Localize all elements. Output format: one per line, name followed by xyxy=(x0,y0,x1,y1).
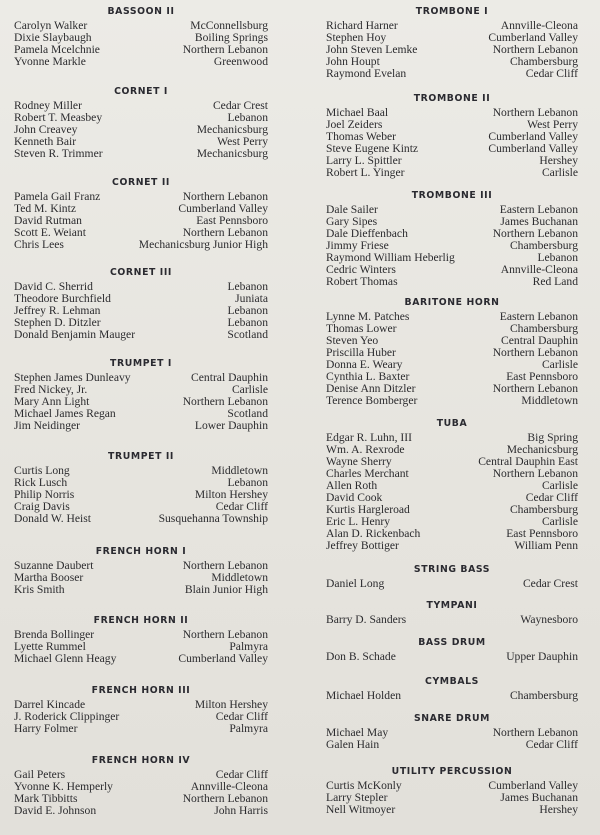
section-heading: CORNET II xyxy=(112,177,170,188)
member-name: Martha Booser xyxy=(14,571,84,585)
member-school: Northern Lebanon xyxy=(182,226,268,240)
member-school: Carlisle xyxy=(541,166,578,180)
member-name: J. Roderick Clippinger xyxy=(14,710,120,724)
member-school: Northern Lebanon xyxy=(182,190,268,203)
member-school: James Buchanan xyxy=(500,791,578,805)
section-french-horn-iv xyxy=(14,754,268,817)
member-name: Yvonne K. Hemperly xyxy=(14,780,113,794)
member-name: Joel Zeiders xyxy=(326,118,383,132)
member-name: Harry Folmer xyxy=(14,722,78,736)
member-school: Blain Junior High xyxy=(184,583,268,597)
section-tympani xyxy=(326,599,578,626)
member-name: Nell Witmoyer xyxy=(326,803,396,817)
member-school: Chambersburg xyxy=(509,503,578,517)
member-name: Curtis McKonly xyxy=(326,779,402,792)
member-school: Middletown xyxy=(211,464,268,477)
member-school: Mechanicsburg xyxy=(196,147,268,161)
member-school: Greenwood xyxy=(213,55,268,69)
section-tuba xyxy=(326,417,578,552)
member-name: Robert L. Yinger xyxy=(326,166,405,180)
member-school: Middletown xyxy=(211,571,268,585)
member-row xyxy=(14,653,268,665)
section-baritone-horn xyxy=(326,296,578,407)
member-name: Donald Benjamin Mauger xyxy=(14,328,136,342)
member-row xyxy=(326,651,578,663)
section-cornet-ii xyxy=(14,176,268,251)
member-row xyxy=(326,167,578,179)
member-school: Annville-Cleona xyxy=(500,263,578,277)
member-school: Cedar Cliff xyxy=(215,710,268,724)
member-name: Lyette Rummel xyxy=(14,640,86,654)
section-heading: TROMBONE III xyxy=(411,190,493,201)
member-school: Upper Dauphin xyxy=(506,650,578,663)
member-row xyxy=(326,578,578,590)
member-name: Terence Bomberger xyxy=(326,394,418,408)
member-school: Carlisle xyxy=(541,479,578,493)
section-cornet-i xyxy=(14,85,268,160)
section-french-horn-i xyxy=(14,545,268,596)
member-school: Milton Hershey xyxy=(194,488,268,502)
member-name: Jeffrey Bottiger xyxy=(326,539,399,553)
member-school: Middletown xyxy=(521,394,578,408)
member-school: Cumberland Valley xyxy=(178,652,268,666)
member-school: Lebanon xyxy=(227,111,268,125)
member-school: Carlisle xyxy=(231,383,268,397)
member-name: Eric L. Henry xyxy=(326,515,391,529)
member-name: Don B. Schade xyxy=(326,650,396,663)
member-school: Cumberland Valley xyxy=(488,31,578,45)
member-name: Michael Glenn Heagy xyxy=(14,652,117,666)
member-school: Big Spring xyxy=(527,431,578,444)
member-name: John Creavey xyxy=(14,123,78,137)
member-name: Richard Harner xyxy=(326,19,398,32)
member-school: Lebanon xyxy=(227,280,268,293)
member-school: Hershey xyxy=(539,803,578,817)
section-trombone-iii xyxy=(326,189,578,288)
member-name: Darrel Kincade xyxy=(14,698,86,711)
member-name: Larry Stepler xyxy=(326,791,388,805)
member-name: Larry L. Spittler xyxy=(326,154,402,168)
member-name: Edgar R. Luhn, III xyxy=(326,431,412,444)
member-school: Lower Dauphin xyxy=(194,419,268,433)
member-school: Northern Lebanon xyxy=(492,346,578,360)
member-school: Cedar Crest xyxy=(522,577,578,590)
member-name: Curtis Long xyxy=(14,464,70,477)
member-row xyxy=(326,540,578,552)
member-name: Steve Eugene Kintz xyxy=(326,142,419,156)
member-name: Robert T. Measbey xyxy=(14,111,103,125)
member-school: Cumberland Valley xyxy=(488,130,578,144)
member-row xyxy=(326,739,578,751)
member-school: East Pennsboro xyxy=(506,370,578,384)
member-school: West Perry xyxy=(217,135,268,149)
member-row xyxy=(326,690,578,702)
member-name: Rick Lusch xyxy=(14,476,68,490)
member-school: Cedar Cliff xyxy=(215,768,268,781)
section-heading: FRENCH HORN IV xyxy=(91,755,191,766)
member-name: Gail Peters xyxy=(14,768,66,781)
member-school: East Pennsboro xyxy=(506,527,578,541)
member-row xyxy=(326,804,578,816)
member-name: Steven R. Trimmer xyxy=(14,147,103,161)
member-school: Boiling Springs xyxy=(194,31,268,45)
member-name: Scott E. Weiant xyxy=(14,226,86,240)
member-name: Ted M. Kintz xyxy=(14,202,76,216)
section-heading: SNARE DRUM xyxy=(413,713,491,724)
member-school: Hershey xyxy=(539,154,578,168)
member-name: Kurtis Hargleroad xyxy=(326,503,410,517)
member-school: Juniata xyxy=(235,292,268,306)
member-school: Northern Lebanon xyxy=(492,726,578,739)
member-name: Steven Yeo xyxy=(326,334,379,348)
member-school: West Perry xyxy=(527,118,578,132)
member-name: Philip Norris xyxy=(14,488,75,502)
member-school: Central Dauphin East xyxy=(478,455,578,469)
member-name: Yvonne Markle xyxy=(14,55,86,69)
member-name: David C. Sherrid xyxy=(14,280,93,293)
member-name: Stephen James Dunleavy xyxy=(14,371,131,384)
member-school: Northern Lebanon xyxy=(492,106,578,119)
member-name: Michael May xyxy=(326,726,389,739)
section-snare-drum xyxy=(326,712,578,751)
member-name: Fred Nickey, Jr. xyxy=(14,383,88,397)
member-row xyxy=(14,584,268,596)
member-school: Chambersburg xyxy=(509,55,578,69)
member-name: Michael James Regan xyxy=(14,407,116,421)
member-name: Kris Smith xyxy=(14,583,65,597)
member-school: Central Dauphin xyxy=(191,371,268,384)
member-name: Dale Dieffenbach xyxy=(326,227,408,241)
member-school: Northern Lebanon xyxy=(492,43,578,57)
member-school: Northern Lebanon xyxy=(182,792,268,806)
member-name: Chris Lees xyxy=(14,238,64,252)
member-name: Theodore Burchfield xyxy=(14,292,111,306)
member-school: Northern Lebanon xyxy=(182,43,268,57)
section-heading: TRUMPET I xyxy=(110,358,172,369)
member-name: Charles Merchant xyxy=(326,467,409,481)
member-name: Raymond William Heberlig xyxy=(326,251,455,265)
section-heading: TYMPANI xyxy=(426,600,478,611)
member-row xyxy=(14,148,268,160)
member-school: Cedar Crest xyxy=(212,99,268,112)
member-name: Kenneth Bair xyxy=(14,135,77,149)
member-school: Carlisle xyxy=(541,358,578,372)
member-school: Cumberland Valley xyxy=(488,142,578,156)
section-heading: STRING BASS xyxy=(413,564,491,575)
section-heading: TRUMPET II xyxy=(108,451,174,462)
member-school: Cedar Cliff xyxy=(525,67,578,81)
member-school: Palmyra xyxy=(229,640,268,654)
member-school: Northern Lebanon xyxy=(492,227,578,241)
member-name: Brenda Bollinger xyxy=(14,628,95,641)
member-name: Pamela Gail Franz xyxy=(14,190,101,203)
member-school: Scotland xyxy=(227,328,268,342)
member-school: Northern Lebanon xyxy=(182,559,268,572)
member-school: Cedar Cliff xyxy=(525,491,578,505)
member-row xyxy=(14,723,268,735)
member-name: Michael Baal xyxy=(326,106,389,119)
section-string-bass xyxy=(326,563,578,590)
section-heading: BASS DRUM xyxy=(418,637,486,648)
section-heading: TROMBONE I xyxy=(415,6,489,17)
member-school: Cedar Cliff xyxy=(215,500,268,514)
member-school: Eastern Lebanon xyxy=(499,203,578,216)
section-heading: UTILITY PERCUSSION xyxy=(391,766,513,777)
member-name: Craig Davis xyxy=(14,500,70,514)
member-name: Jimmy Friese xyxy=(326,239,389,253)
member-name: Stephen D. Ditzler xyxy=(14,316,101,330)
member-name: Lynne M. Patches xyxy=(326,310,410,323)
member-row xyxy=(326,614,578,626)
member-name: Raymond Evelan xyxy=(326,67,407,81)
member-row xyxy=(14,420,268,432)
member-name: Stephen Hoy xyxy=(326,31,387,45)
member-school: Scotland xyxy=(227,407,268,421)
member-row xyxy=(14,805,268,817)
member-school: Northern Lebanon xyxy=(182,628,268,641)
member-school: Carlisle xyxy=(541,515,578,529)
member-row xyxy=(326,68,578,80)
member-school: Lebanon xyxy=(537,251,578,265)
member-row xyxy=(14,329,268,341)
section-french-horn-iii xyxy=(14,684,268,735)
member-school: Eastern Lebanon xyxy=(499,310,578,323)
member-name: Mark Tibbitts xyxy=(14,792,78,806)
member-name: Cedric Winters xyxy=(326,263,396,277)
member-name: Rodney Miller xyxy=(14,99,82,112)
section-cornet-iii xyxy=(14,266,268,341)
member-row xyxy=(326,395,578,407)
member-school: Annville-Cleona xyxy=(500,19,578,32)
member-name: Dixie Slaybaugh xyxy=(14,31,92,45)
member-school: William Penn xyxy=(514,539,578,553)
member-name: Barry D. Sanders xyxy=(326,613,407,626)
member-name: Michael Holden xyxy=(326,689,402,702)
section-heading: TUBA xyxy=(436,418,468,429)
section-utility-percussion xyxy=(326,765,578,816)
member-school: Red Land xyxy=(532,275,578,289)
member-school: Northern Lebanon xyxy=(182,395,268,409)
member-school: Central Dauphin xyxy=(501,334,578,348)
member-name: Mary Ann Light xyxy=(14,395,90,409)
member-name: David Rutman xyxy=(14,214,82,228)
section-cymbals xyxy=(326,675,578,702)
member-name: Robert Thomas xyxy=(326,275,398,289)
section-bassoon-ii xyxy=(14,5,268,68)
member-school: McConnellsburg xyxy=(190,19,268,32)
member-school: East Pennsboro xyxy=(196,214,268,228)
member-name: Thomas Weber xyxy=(326,130,397,144)
member-row xyxy=(14,239,268,251)
member-school: Cumberland Valley xyxy=(488,779,578,792)
member-name: Denise Ann Ditzler xyxy=(326,382,416,396)
section-heading: CORNET I xyxy=(114,86,168,97)
member-name: David E. Johnson xyxy=(14,804,97,818)
section-heading: BASSOON II xyxy=(107,6,175,17)
member-name: Carolyn Walker xyxy=(14,19,88,32)
section-heading: FRENCH HORN II xyxy=(93,615,189,626)
member-row xyxy=(326,276,578,288)
member-name: Wayne Sherry xyxy=(326,455,392,469)
member-row xyxy=(14,56,268,68)
member-school: Northern Lebanon xyxy=(492,467,578,481)
member-name: Pamela Mcelchnie xyxy=(14,43,100,57)
section-bass-drum xyxy=(326,636,578,663)
member-name: Daniel Long xyxy=(326,577,385,590)
section-heading: CYMBALS xyxy=(425,676,479,687)
section-french-horn-ii xyxy=(14,614,268,665)
member-name: Allen Roth xyxy=(326,479,378,493)
section-trumpet-ii xyxy=(14,450,268,525)
member-name: Cynthia L. Baxter xyxy=(326,370,410,384)
member-school: Susquehanna Township xyxy=(158,512,268,526)
section-heading: CORNET III xyxy=(110,267,172,278)
member-school: John Harris xyxy=(214,804,268,818)
section-trombone-i xyxy=(326,5,578,80)
member-row xyxy=(14,513,268,525)
member-name: Jeffrey R. Lehman xyxy=(14,304,101,318)
member-name: Donald W. Heist xyxy=(14,512,91,526)
member-school: Chambersburg xyxy=(509,239,578,253)
member-name: Jim Neidinger xyxy=(14,419,81,433)
member-school: Milton Hershey xyxy=(194,698,268,711)
member-school: Lebanon xyxy=(227,476,268,490)
member-name: Suzanne Daubert xyxy=(14,559,94,572)
member-school: Cedar Cliff xyxy=(525,738,578,752)
member-name: David Cook xyxy=(326,491,383,505)
section-heading: FRENCH HORN I xyxy=(95,546,187,557)
member-school: James Buchanan xyxy=(500,215,578,229)
member-school: Chambersburg xyxy=(509,689,578,702)
member-name: Donna E. Weary xyxy=(326,358,403,372)
member-school: Lebanon xyxy=(227,316,268,330)
member-name: Dale Sailer xyxy=(326,203,378,216)
member-school: Waynesboro xyxy=(520,613,578,626)
member-school: Cumberland Valley xyxy=(178,202,268,216)
member-name: Alan D. Rickenbach xyxy=(326,527,421,541)
section-trombone-ii xyxy=(326,92,578,179)
member-name: Wm. A. Rexrode xyxy=(326,443,405,457)
member-school: Mechanicsburg xyxy=(506,443,578,457)
member-name: John Houpt xyxy=(326,55,380,69)
member-school: Chambersburg xyxy=(509,322,578,336)
member-school: Annville-Cleona xyxy=(190,780,268,794)
section-trumpet-i xyxy=(14,357,268,432)
section-heading: FRENCH HORN III xyxy=(91,685,191,696)
member-school: Northern Lebanon xyxy=(492,382,578,396)
member-name: John Steven Lemke xyxy=(326,43,418,57)
member-name: Priscilla Huber xyxy=(326,346,396,360)
member-name: Thomas Lower xyxy=(326,322,397,336)
member-school: Palmyra xyxy=(229,722,268,736)
section-heading: TROMBONE II xyxy=(413,93,491,104)
member-school: Lebanon xyxy=(227,304,268,318)
member-name: Gary Sipes xyxy=(326,215,378,229)
section-heading: BARITONE HORN xyxy=(404,297,500,308)
member-school: Mechanicsburg Junior High xyxy=(138,238,268,252)
member-name: Galen Hain xyxy=(326,738,380,752)
member-school: Mechanicsburg xyxy=(196,123,268,137)
